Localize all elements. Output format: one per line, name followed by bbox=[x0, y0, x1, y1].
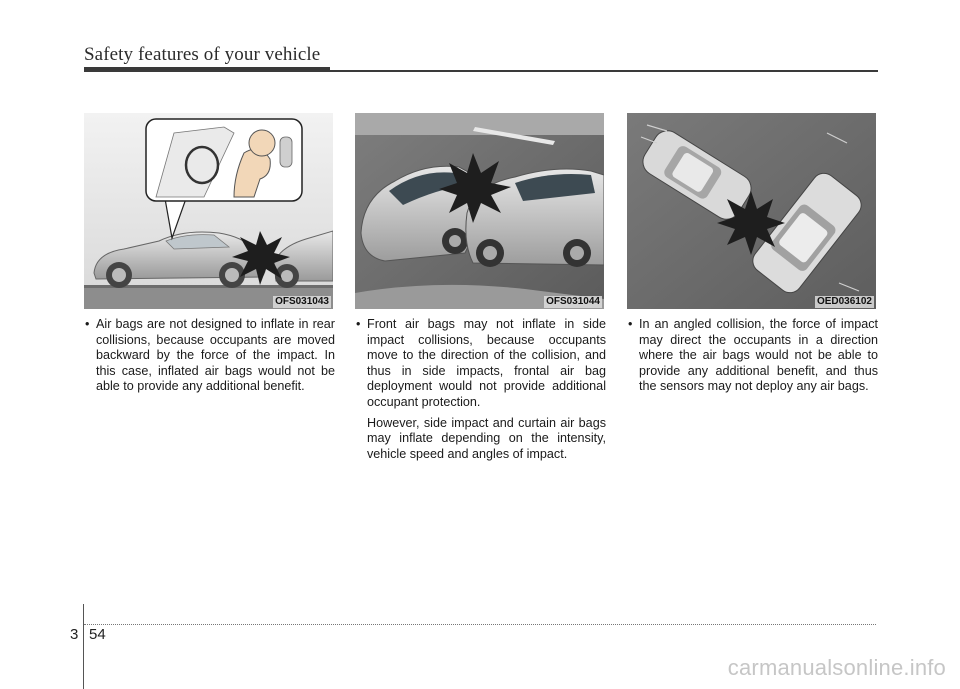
bullet-text: Front air bags may not inflate in side impact collisions, because occupants move to the direction of the collision, and thus in side impacts, frontal air bag deployment would not provide additional occupant protection. bbox=[367, 317, 606, 409]
text-column-3 bbox=[627, 317, 878, 395]
bullet-marker: • bbox=[628, 317, 633, 331]
rear-collision-illustration bbox=[84, 113, 333, 309]
side-impact-illustration bbox=[355, 113, 604, 309]
figure-code: OFS031044 bbox=[546, 296, 600, 307]
bullet-continuation: However, side impact and curtain air bags may inflate depending on the intensity, vehicle speed and angles of impact. bbox=[367, 415, 606, 461]
angled-collision-illustration bbox=[627, 113, 876, 309]
footer-dotted-rule bbox=[84, 624, 876, 625]
section-title: Safety features of your vehicle bbox=[84, 44, 321, 65]
bullet-text: Air bags are not designed to inflate in rear collisions, because occupants are moved backward by the force of the impact. In this case, inflated air bags would not be able to provide any additional benefit. bbox=[96, 317, 335, 394]
bullet-marker: • bbox=[85, 317, 90, 331]
watermark: carmanualsonline.info bbox=[727, 655, 946, 680]
bullet-marker: • bbox=[356, 317, 361, 331]
bullet-text: In an angled collision, the force of impact may direct the occupants in a direction where the air bags would not be able to provide any additional benefit, and thus the sensors may not deploy any air bags. bbox=[639, 317, 878, 394]
text-column-2 bbox=[355, 317, 606, 462]
chapter-number: 3 bbox=[70, 626, 79, 643]
figure-code: OED036102 bbox=[816, 296, 872, 307]
footer-vertical-rule bbox=[83, 604, 84, 689]
figure-rear-collision bbox=[84, 113, 333, 309]
header-rule-thin bbox=[330, 70, 878, 72]
header-rule-thick bbox=[84, 67, 330, 72]
text-column-1 bbox=[84, 317, 335, 395]
bullet-item bbox=[627, 317, 878, 395]
bullet-item bbox=[84, 317, 335, 395]
page-number: 54 bbox=[89, 626, 106, 643]
bullet-item bbox=[355, 317, 606, 411]
figure-angled-collision bbox=[627, 113, 876, 309]
figure-side-impact bbox=[355, 113, 604, 309]
figure-code: OFS031043 bbox=[275, 296, 329, 307]
